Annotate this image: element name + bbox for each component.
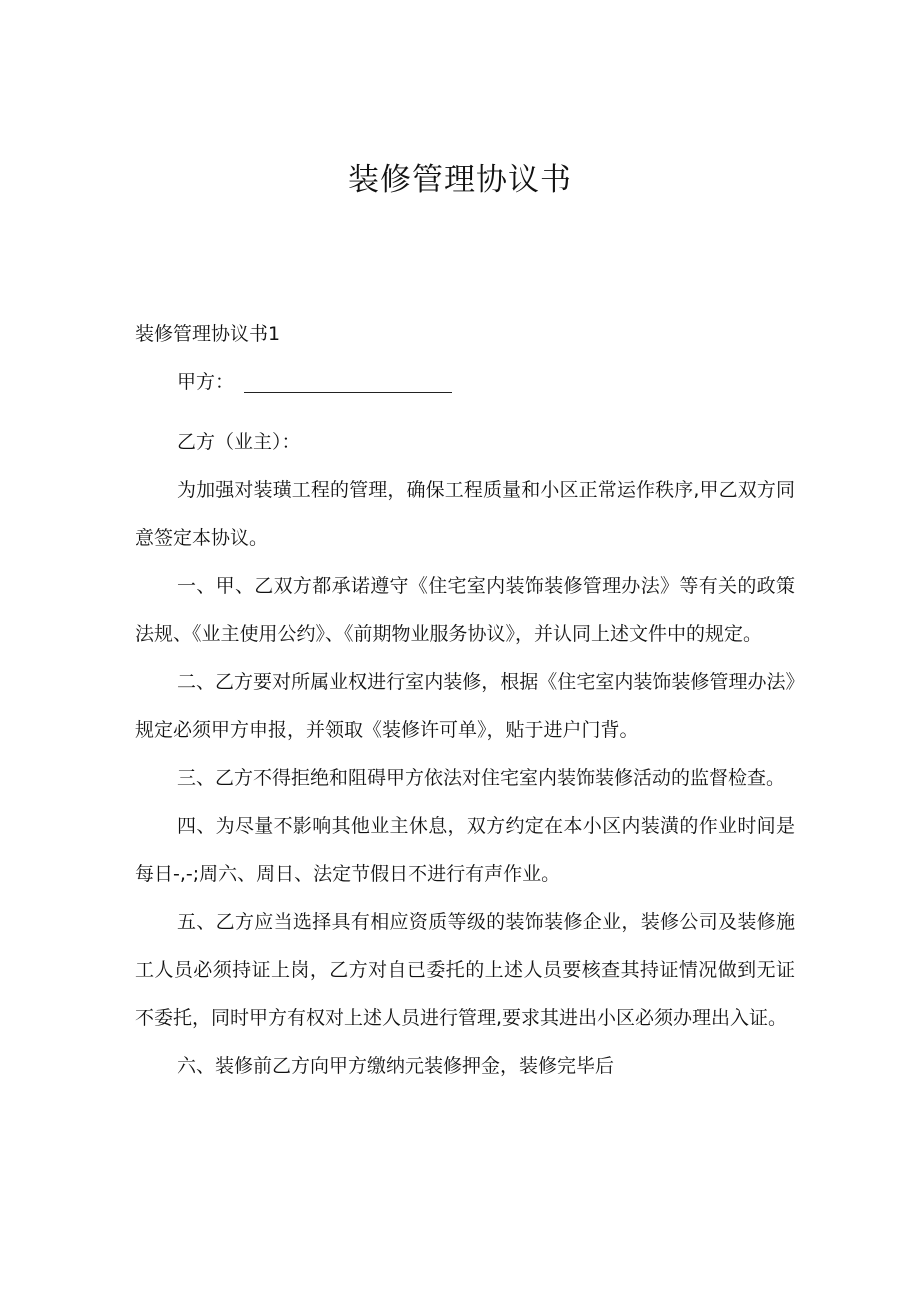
- party-a-line: [135, 358, 795, 406]
- paragraph-clause-1: 一、甲、乙双方都承诺遵守《住宅室内装饰装修管理办法》等有关的政策法规、《业主使用公约》、《前期物业服务协议》，并认同上述文件中的规定。: [135, 575, 795, 645]
- document-body: [135, 310, 795, 1090]
- paragraph-clause-4: 四、为尽量不影响其他业主休息，双方约定在本小区内装潢的作业时间是每日-,-;周六、周日、法定节假日不进行有声作业。: [135, 815, 795, 885]
- document-subheading: 装修管理协议书1: [135, 323, 281, 345]
- paragraph-clause-6: 六、装修前乙方向甲方缴纳元装修押金，装修完毕后: [177, 1055, 615, 1077]
- paragraph-clause-5: 五、乙方应当选择具有相应资质等级的装饰装修企业，装修公司及装修施工人员必须持证上岗，乙方对自已委托的上述人员要核查其持证情况做到无证不委托，同时甲方有权对上述人员进行管理,要求其进出小区必须办理出入证。: [135, 911, 795, 1029]
- document-title: 装修管理协议书: [348, 162, 572, 198]
- party-a-blank[interactable]: [244, 372, 452, 393]
- paragraph-clause-3: 三、乙方不得拒绝和阻碍甲方依法对住宅室内装饰装修活动的监督检查。: [177, 767, 786, 789]
- party-a-label: 甲方：: [177, 371, 235, 393]
- paragraph-intro: 为加强对装璜工程的管理，确保工程质量和小区正常运作秩序,甲乙双方同意签定本协议。: [135, 479, 795, 549]
- paragraph-clause-2: 二、乙方要对所属业权进行室内装修，根据《住宅室内装饰装修管理办法》规定必须甲方申报，并领取《装修许可单》，贴于进户门背。: [135, 671, 795, 741]
- party-b-line: 乙方（业主）：: [177, 431, 301, 453]
